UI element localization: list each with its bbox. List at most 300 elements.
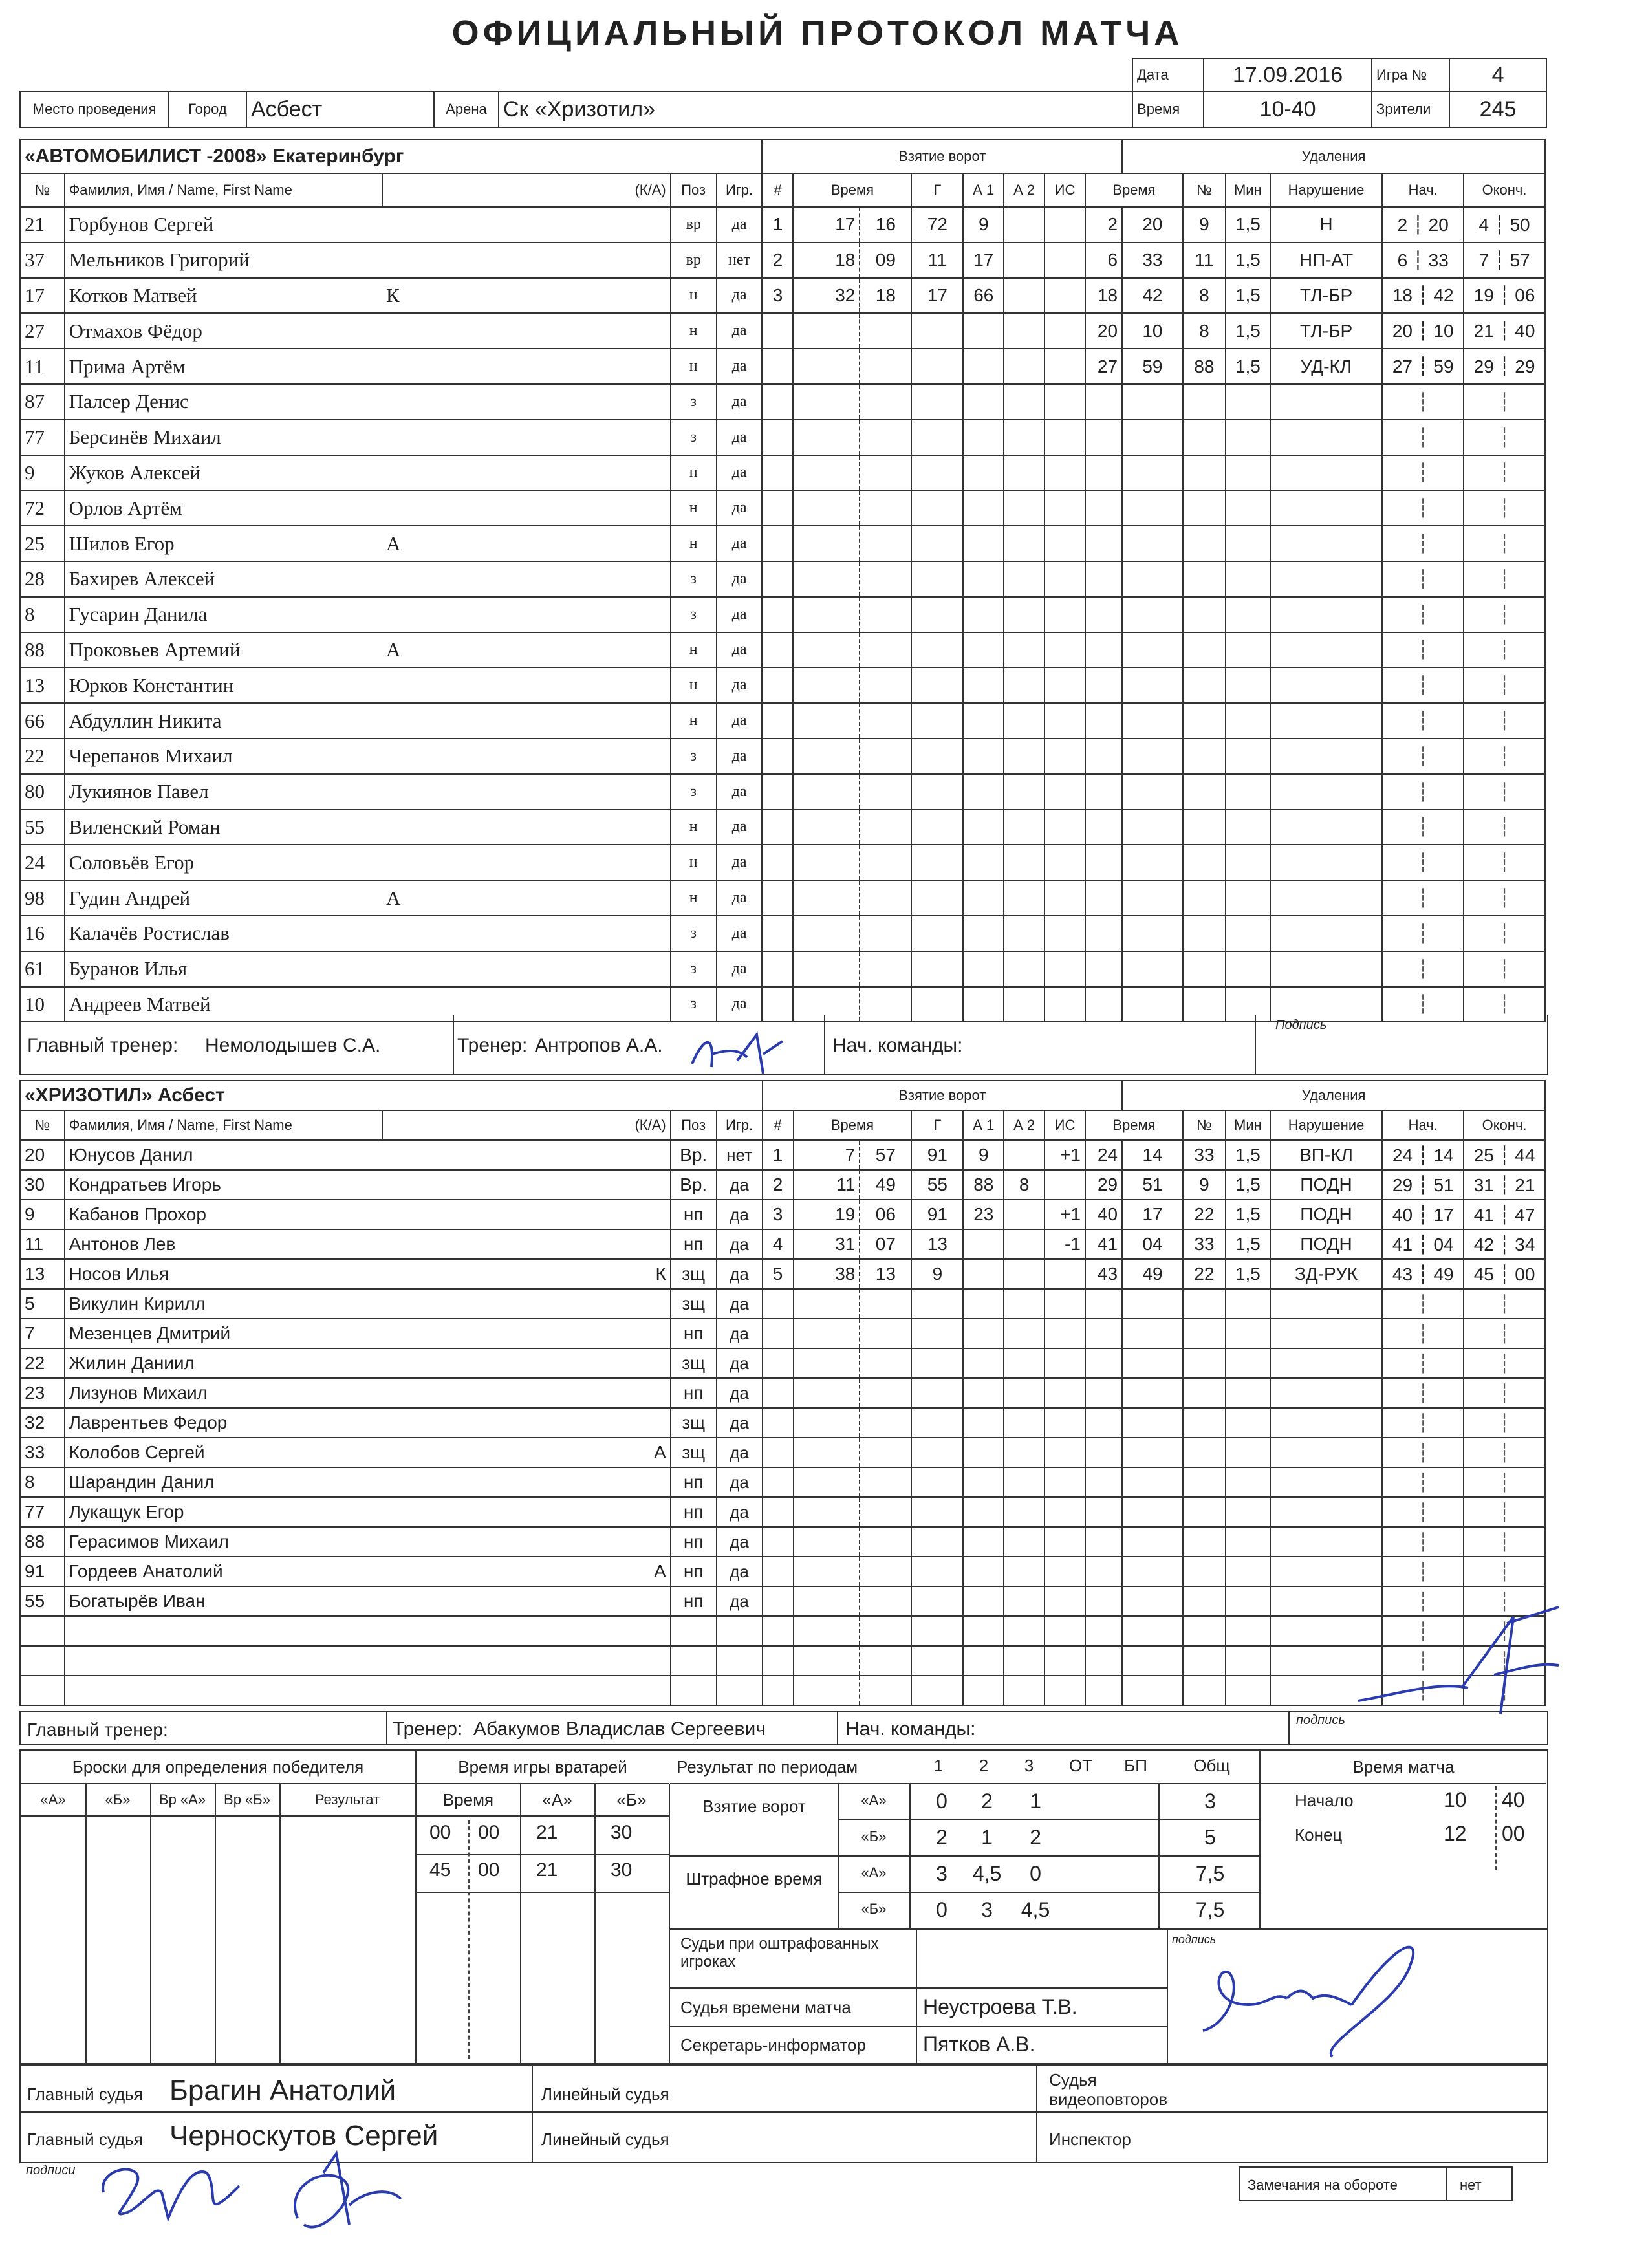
goal-second: 16 [860, 207, 911, 243]
city-label: Город [169, 91, 246, 127]
team-a-head-coach-label: Главный тренер: [27, 1035, 179, 1056]
pen-end-min: 21 [1473, 321, 1494, 341]
pen-minute: 18 [1085, 278, 1122, 314]
player-captaincy [382, 1140, 671, 1170]
pen-second [1122, 526, 1183, 561]
venue-label: Место проведения [20, 91, 169, 127]
pen-minute [1085, 739, 1122, 774]
player-position: з [671, 774, 717, 810]
pen-infraction [1270, 774, 1383, 810]
goal-second [860, 526, 911, 561]
pen-player-no: 8 [1183, 313, 1226, 349]
goal-second [860, 1438, 911, 1467]
pen-end: ┆ [1464, 561, 1545, 597]
pen-player-no [1183, 739, 1226, 774]
pen-start: ┆ [1382, 951, 1464, 987]
goal-scorer [911, 490, 963, 526]
shootout-col-header: «А» [21, 1784, 87, 1815]
goal-scorer [911, 810, 963, 845]
player-played: да [717, 703, 763, 739]
goal-minute [794, 1289, 860, 1319]
pen-end: ┆ [1464, 1408, 1545, 1438]
player-name: Виленский Роман [65, 810, 382, 845]
goal-scorer [911, 1586, 963, 1616]
goal-is [1045, 810, 1085, 845]
player-row [20, 597, 1545, 632]
col-num: № [20, 1110, 65, 1140]
pen-player-no [1183, 880, 1226, 916]
pen-start: ┆ [1382, 1467, 1464, 1497]
goal-scorer [911, 1348, 963, 1378]
spectators-label: Зрители [1372, 91, 1449, 127]
goal-index [762, 526, 793, 561]
match-time-title: Время матча [1261, 1751, 1546, 1784]
player-name: Мезенцев Дмитрий [65, 1319, 382, 1348]
goal-index: 4 [763, 1229, 794, 1259]
goal-index [762, 455, 793, 491]
goal-assist2 [1004, 1527, 1045, 1557]
goal-assist1: 66 [963, 278, 1004, 314]
pen-end: ┆ [1464, 667, 1545, 703]
pen-player-no [1183, 526, 1226, 561]
pen-start-min: 24 [1392, 1145, 1413, 1165]
player-row [20, 1557, 1545, 1586]
pen-player-no [1183, 1378, 1226, 1408]
pen-minute [1085, 845, 1122, 880]
pen-end-min: 42 [1473, 1234, 1494, 1255]
pen-minutes [1226, 1497, 1270, 1527]
pen-player-no: 8 [1183, 278, 1226, 314]
goal-is [1045, 1676, 1085, 1705]
player-row [20, 1646, 1545, 1676]
goalie-time-value: 21 [536, 1859, 558, 1881]
pen-second [1122, 1467, 1183, 1497]
col-pen-end: Оконч. [1464, 1110, 1545, 1140]
goal-scorer: 11 [911, 243, 963, 278]
goal-assist1 [963, 384, 1004, 420]
goal-is [1045, 739, 1085, 774]
player-name: Кабанов Прохор [65, 1200, 382, 1229]
player-played: да [717, 1259, 763, 1289]
pen-end: ┆ [1464, 916, 1545, 951]
goal-scorer [911, 1438, 963, 1467]
player-row [20, 1467, 1545, 1497]
pen-start: ┆ [1382, 1348, 1464, 1378]
pen-end-sec: 21 [1515, 1174, 1535, 1195]
period-value: 0 [936, 1898, 947, 1921]
goal-assist2 [1004, 1676, 1045, 1705]
pen-minute [1085, 1527, 1122, 1557]
player-row [20, 810, 1545, 845]
pen-start: ┆ [1382, 597, 1464, 632]
pen-infraction [1270, 810, 1383, 845]
pen-player-no [1183, 490, 1226, 526]
player-name [65, 1616, 382, 1646]
goal-second [860, 597, 911, 632]
goal-index [762, 561, 793, 597]
goal-assist2 [1004, 1200, 1045, 1229]
pen-end: ┆ [1464, 1646, 1545, 1676]
goal-scorer [911, 1319, 963, 1348]
pen-end-min: 41 [1473, 1204, 1494, 1225]
player-captaincy: А [382, 1438, 671, 1467]
col-pen-time: Время [1085, 1110, 1183, 1140]
match-start-label: Начало [1295, 1791, 1354, 1810]
player-number: 22 [20, 739, 65, 774]
pen-start-sec: 04 [1433, 1234, 1454, 1255]
goal-minute [793, 455, 860, 491]
goal-is [1045, 632, 1085, 668]
player-number: 10 [20, 987, 65, 1022]
goal-scorer: 55 [911, 1170, 963, 1200]
referee-signatures-icon [91, 2147, 427, 2244]
period-value: 1 [1030, 1789, 1041, 1813]
goal-assist1 [963, 1557, 1004, 1586]
pen-end: ┆ [1464, 420, 1545, 455]
goal-minute [794, 1616, 860, 1646]
player-name [65, 1646, 382, 1676]
goal-assist2 [1004, 1259, 1045, 1289]
player-position: н [671, 667, 717, 703]
pen-infraction: ТЛ-БР [1270, 313, 1383, 349]
player-played: да [717, 455, 763, 491]
goal-scorer [911, 455, 963, 491]
team-a-head-coach: Немолодышев С.А. [205, 1035, 381, 1056]
player-row [20, 632, 1545, 668]
pen-minute [1085, 1467, 1122, 1497]
player-name: Жилин Даниил [65, 1348, 382, 1378]
goal-minute: 17 [793, 207, 860, 243]
pen-minutes [1226, 1527, 1270, 1557]
goal-assist1 [963, 1676, 1004, 1705]
pen-minutes [1226, 1646, 1270, 1676]
goal-assist1 [963, 845, 1004, 880]
player-name: Буранов Илья [65, 951, 382, 987]
player-name: Богатырёв Иван [65, 1586, 382, 1616]
player-row [20, 1616, 1545, 1646]
goal-assist2 [1004, 774, 1045, 810]
goal-assist2 [1004, 1348, 1045, 1378]
pen-minute [1085, 703, 1122, 739]
goalie-time-value: 45 [429, 1859, 451, 1881]
player-number: 17 [20, 278, 65, 314]
team-a-coach: Антропов А.А. [535, 1035, 663, 1056]
player-captaincy [382, 1378, 671, 1408]
goal-minute: 11 [794, 1170, 860, 1200]
pen-minutes [1226, 1408, 1270, 1438]
pen-start-sec: 10 [1433, 321, 1454, 341]
goal-minute: 7 [794, 1140, 860, 1170]
goal-second [860, 1676, 911, 1705]
goal-minute [793, 313, 860, 349]
goal-is [1045, 1586, 1085, 1616]
pen-infraction [1270, 526, 1383, 561]
pen-minutes [1226, 774, 1270, 810]
col-pen-start: Нач. [1382, 173, 1464, 207]
goal-index [763, 1527, 794, 1557]
player-name: Шилов Егор [65, 526, 382, 561]
team-a-table [19, 139, 1546, 1022]
goal-minute [793, 703, 860, 739]
period-value: 2 [936, 1826, 947, 1849]
goal-is [1045, 1170, 1085, 1200]
pen-second [1122, 490, 1183, 526]
pen-start: ┆ [1382, 1676, 1464, 1705]
player-position: зщ [671, 1348, 717, 1378]
pen-minute: 43 [1085, 1259, 1122, 1289]
goal-second [860, 561, 911, 597]
pen-second: 20 [1122, 207, 1183, 243]
goal-minute [793, 490, 860, 526]
goal-scorer: 17 [911, 278, 963, 314]
pen-minutes [1226, 951, 1270, 987]
pen-end-sec: 29 [1515, 356, 1535, 377]
pen-minutes [1226, 1557, 1270, 1586]
pen-player-no [1183, 1586, 1226, 1616]
pen-infraction: НП-АТ [1270, 243, 1383, 278]
period-row-team: «Б» [861, 1901, 887, 1917]
pen-minute [1085, 1497, 1122, 1527]
goalie-col-header: «Б» [594, 1784, 669, 1817]
pen-second [1122, 1557, 1183, 1586]
player-captaincy [382, 703, 671, 739]
player-number [20, 1646, 65, 1676]
pen-minute: 40 [1085, 1200, 1122, 1229]
player-position: з [671, 420, 717, 455]
period-value: 1 [981, 1826, 993, 1849]
pen-end: ┆ [1464, 1348, 1545, 1378]
goal-second: 18 [860, 278, 911, 314]
col-pen-no: № [1183, 1110, 1226, 1140]
player-captaincy [382, 739, 671, 774]
period-col-header: Общ [1193, 1756, 1230, 1775]
goal-scorer [911, 774, 963, 810]
goal-assist1 [963, 597, 1004, 632]
player-captaincy [382, 243, 671, 278]
pen-player-no: 9 [1183, 1170, 1226, 1200]
player-played: да [717, 1527, 763, 1557]
judges-pen-label: Судьи при оштрафованных игроках [680, 1935, 879, 1971]
player-played: да [717, 1408, 763, 1438]
goal-assist1 [963, 1586, 1004, 1616]
player-captaincy [382, 1229, 671, 1259]
goal-index [763, 1557, 794, 1586]
team-b-coach-label: Тренер: [393, 1718, 463, 1740]
player-position: н [671, 278, 717, 314]
col-pen-min: Мин [1226, 1110, 1270, 1140]
player-name: Андреев Матвей [65, 987, 382, 1022]
pen-minute [1085, 667, 1122, 703]
goal-assist1 [963, 1438, 1004, 1467]
goal-assist2 [1004, 1616, 1045, 1646]
referee1-label: Главный судья [27, 2084, 143, 2104]
goal-is [1045, 1616, 1085, 1646]
pen-second [1122, 420, 1183, 455]
player-number: 21 [20, 207, 65, 243]
player-row [20, 774, 1545, 810]
pen-minutes [1226, 703, 1270, 739]
goal-second: 57 [860, 1140, 911, 1170]
goal-is [1045, 1408, 1085, 1438]
player-played: да [717, 1467, 763, 1497]
pen-minute [1085, 1557, 1122, 1586]
goal-is [1045, 349, 1085, 384]
player-captaincy [382, 597, 671, 632]
pen-start: ┆ [1382, 880, 1464, 916]
player-captaincy [382, 420, 671, 455]
goal-scorer [911, 880, 963, 916]
player-row [20, 1378, 1545, 1408]
pen-start: ┆ [1382, 1378, 1464, 1408]
pen-minutes [1226, 1676, 1270, 1705]
goal-assist2: 8 [1004, 1170, 1045, 1200]
pen-infraction [1270, 1348, 1383, 1378]
period-col-header: БП [1124, 1756, 1147, 1775]
pen-start: ┆ [1382, 1527, 1464, 1557]
goal-second: 09 [860, 243, 911, 278]
player-played: да [717, 1200, 763, 1229]
pen-infraction [1270, 703, 1383, 739]
timekeeper-signature-icon [1190, 1927, 1462, 2063]
goal-is [1045, 1467, 1085, 1497]
pen-infraction: ТЛ-БР [1270, 278, 1383, 314]
pen-minutes [1226, 1378, 1270, 1408]
goal-second: 49 [860, 1170, 911, 1200]
goal-assist1 [963, 313, 1004, 349]
pen-player-no [1183, 1646, 1226, 1676]
goalie-time-value: 00 [429, 1822, 451, 1843]
goal-assist1 [963, 1259, 1004, 1289]
player-played: да [717, 384, 763, 420]
pen-second [1122, 739, 1183, 774]
player-position: зщ [671, 1408, 717, 1438]
goal-assist1 [963, 490, 1004, 526]
pen-minutes [1226, 632, 1270, 668]
goal-second [860, 739, 911, 774]
pen-minute [1085, 1408, 1122, 1438]
goals-title: Взятие ворот [762, 140, 1122, 173]
goal-index: 5 [763, 1259, 794, 1289]
pen-minute [1085, 1676, 1122, 1705]
player-row [20, 1348, 1545, 1378]
goalie-time-value: 30 [611, 1822, 633, 1843]
pen-second [1122, 1378, 1183, 1408]
pen-minutes [1226, 490, 1270, 526]
player-number: 22 [20, 1348, 65, 1378]
goal-index [762, 880, 793, 916]
pen-player-no [1183, 1438, 1226, 1467]
goal-assist2 [1004, 455, 1045, 491]
pen-end-sec: 44 [1515, 1145, 1535, 1165]
pen-start: 43 ┆ 49 [1382, 1259, 1464, 1289]
goal-scorer [911, 313, 963, 349]
player-row [20, 1200, 1545, 1229]
player-captaincy [382, 1676, 671, 1705]
player-position: з [671, 987, 717, 1022]
player-name: Абдуллин Никита [65, 703, 382, 739]
goal-minute: 18 [793, 243, 860, 278]
pen-end: ┆ [1464, 526, 1545, 561]
pen-end-min: 7 [1478, 250, 1489, 270]
player-name: Лизунов Михаил [65, 1378, 382, 1408]
player-played: да [717, 1586, 763, 1616]
player-position: вр [671, 243, 717, 278]
pen-infraction [1270, 384, 1383, 420]
goal-is [1045, 916, 1085, 951]
goal-assist1 [963, 951, 1004, 987]
pen-second [1122, 1438, 1183, 1467]
goal-minute [794, 1438, 860, 1467]
goal-assist2 [1004, 1140, 1045, 1170]
goal-is [1045, 1557, 1085, 1586]
goal-index: 3 [762, 278, 793, 314]
goal-assist2 [1004, 207, 1045, 243]
pen-start: ┆ [1382, 774, 1464, 810]
goal-assist2 [1004, 667, 1045, 703]
team-b-table [19, 1080, 1546, 1706]
pen-minute [1085, 1616, 1122, 1646]
goal-assist1 [963, 1497, 1004, 1527]
player-position [671, 1616, 717, 1646]
goal-assist2 [1004, 810, 1045, 845]
player-position: з [671, 951, 717, 987]
player-position: нп [671, 1378, 717, 1408]
col-is: ИС [1045, 1110, 1085, 1140]
pen-end-min: 19 [1473, 285, 1494, 306]
player-played [717, 1616, 763, 1646]
pen-second [1122, 1646, 1183, 1676]
goal-index [763, 1467, 794, 1497]
pen-minute [1085, 916, 1122, 951]
pen-minute: 24 [1085, 1140, 1122, 1170]
player-row [20, 420, 1545, 455]
pen-infraction [1270, 490, 1383, 526]
col-goal-idx: # [762, 173, 793, 207]
player-name: Мельников Григорий [65, 243, 382, 278]
pen-second: 10 [1122, 313, 1183, 349]
goal-assist1 [963, 526, 1004, 561]
col-goal-time: Время [794, 1110, 912, 1140]
player-position: нп [671, 1319, 717, 1348]
goal-assist1 [963, 1229, 1004, 1259]
pen-second [1122, 1586, 1183, 1616]
player-number: 61 [20, 951, 65, 987]
player-position: з [671, 597, 717, 632]
pen-player-no: 22 [1183, 1259, 1226, 1289]
goal-second [860, 1408, 911, 1438]
pen-end: 25 ┆ 44 [1464, 1140, 1545, 1170]
player-number: 30 [20, 1170, 65, 1200]
goal-assist2 [1004, 597, 1045, 632]
goal-assist2 [1004, 845, 1045, 880]
goal-minute [793, 526, 860, 561]
player-played: да [717, 1289, 763, 1319]
goal-assist1 [963, 1348, 1004, 1378]
pen-second [1122, 774, 1183, 810]
match-end-label: Конец [1295, 1825, 1343, 1844]
pen-minutes [1226, 739, 1270, 774]
pen-minutes: 1,5 [1226, 349, 1270, 384]
player-played: да [717, 597, 763, 632]
goal-minute [793, 349, 860, 384]
player-number [20, 1676, 65, 1705]
pen-player-no [1183, 1319, 1226, 1348]
pen-end: ┆ [1464, 987, 1545, 1022]
player-number: 80 [20, 774, 65, 810]
col-infraction: Нарушение [1270, 173, 1383, 207]
goal-is [1045, 455, 1085, 491]
goal-second [860, 774, 911, 810]
